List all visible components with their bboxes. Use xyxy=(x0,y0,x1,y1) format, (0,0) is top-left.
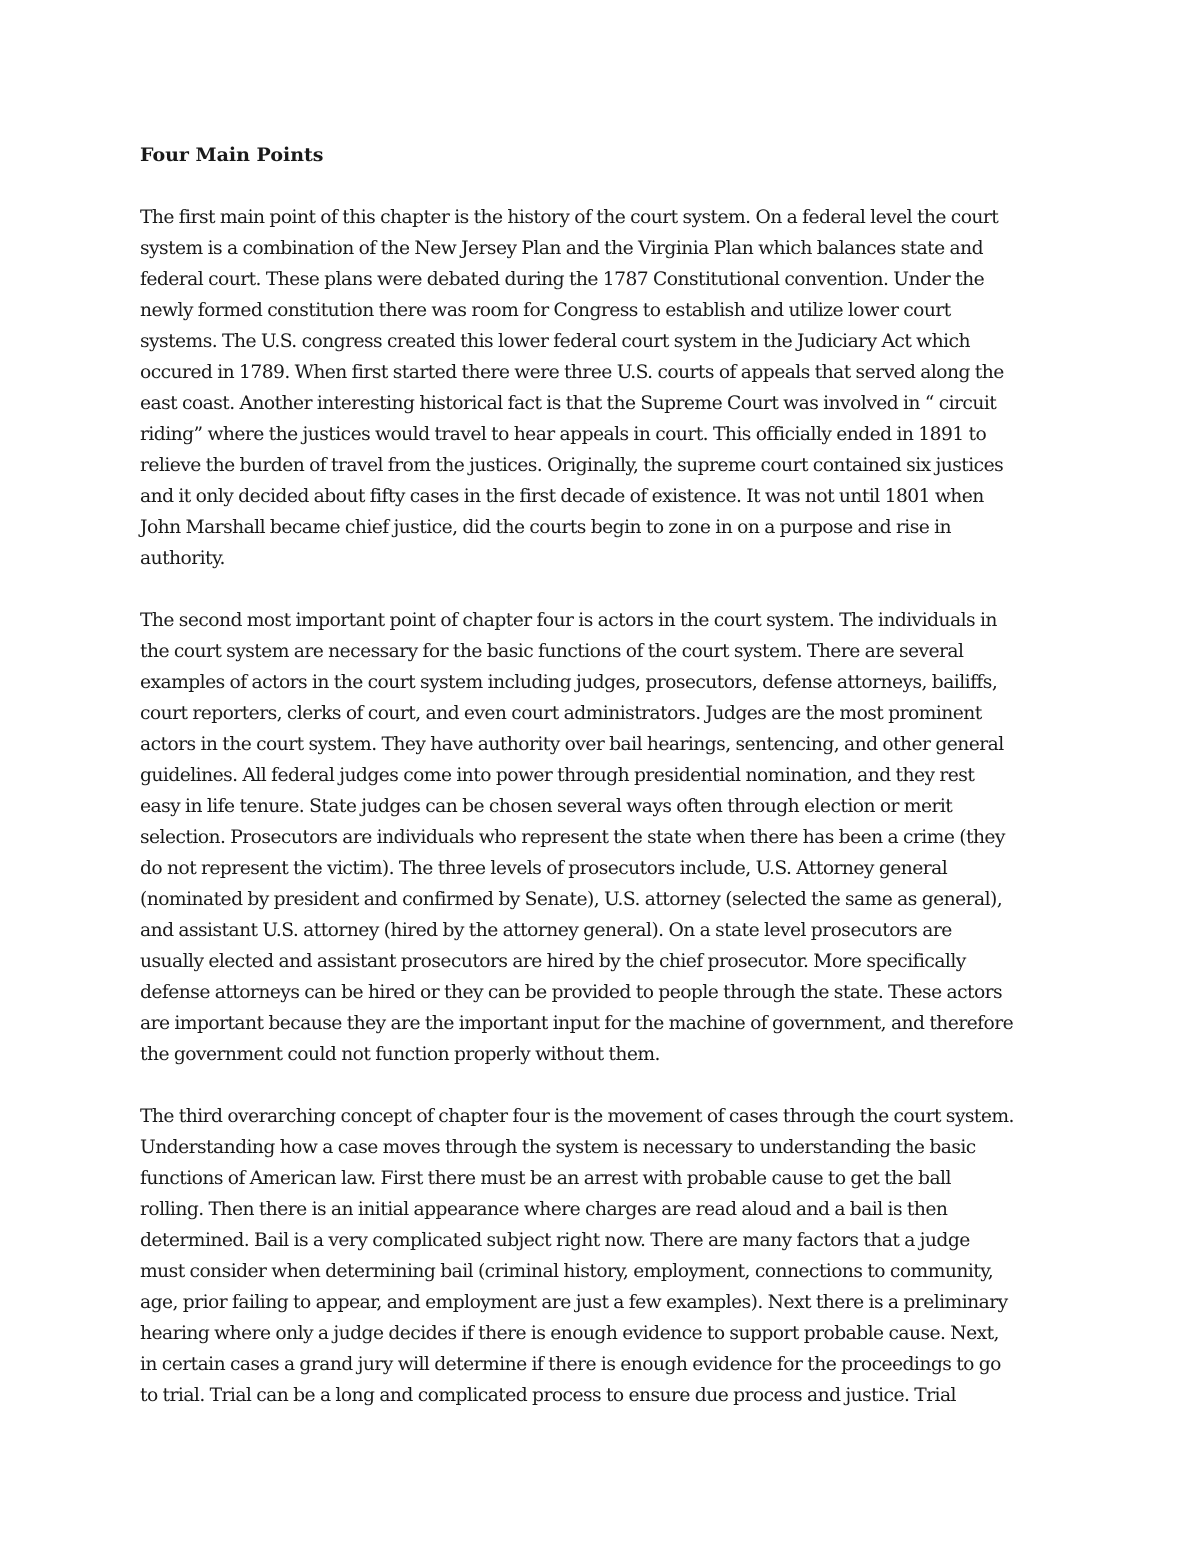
text-line: usually elected and assistant prosecutors are hired by the chief prosecutor. More specifically xyxy=(140,951,966,972)
text-line: the court system are necessary for the basic functions of the court system. There are several xyxy=(140,641,964,662)
text-line: must consider when determining bail (criminal history, employment, connections to community, xyxy=(140,1261,994,1282)
text-line: to trial. Trial can be a long and complicated process to ensure due process and justice. Trial xyxy=(140,1385,956,1406)
text-line: rolling. Then there is an initial appearance where charges are read aloud and a bail is then xyxy=(140,1199,948,1220)
text-line: court reporters, clerks of court, and even court administrators. Judges are the most prominent xyxy=(140,703,982,724)
paragraph-case-movement xyxy=(140,1101,1070,1411)
text-line: guidelines. All federal judges come into power through presidential nomination, and they rest xyxy=(140,765,975,786)
text-line: systems. The U.S. congress created this lower federal court system in the Judiciary Act which xyxy=(140,331,970,352)
text-line: actors in the court system. They have authority over bail hearings, sentencing, and other general xyxy=(140,734,1004,755)
text-line: defense attorneys can be hired or they can be provided to people through the state. These actors xyxy=(140,982,1003,1003)
text-line: riding” where the justices would travel to hear appeals in court. This officially ended in 1891 to xyxy=(140,424,987,445)
text-line: in certain cases a grand jury will determine if there is enough evidence for the proceedings to go xyxy=(140,1354,1001,1375)
text-line: federal court. These plans were debated during the 1787 Constitutional convention. Under the xyxy=(140,269,985,290)
text-line: the government could not function properly without them. xyxy=(140,1044,660,1065)
paragraph-history xyxy=(140,202,1070,574)
text-line: are important because they are the important input for the machine of government, and therefore xyxy=(140,1013,1014,1034)
document-body xyxy=(140,140,1070,1442)
text-line: system is a combination of the New Jersey Plan and the Virginia Plan which balances state and xyxy=(140,238,984,259)
text-line: age, prior failing to appear, and employment are just a few examples). Next there is a preliminary xyxy=(140,1292,1008,1313)
text-line: authority. xyxy=(140,548,225,569)
text-line: newly formed constitution there was room for Congress to establish and utilize lower court xyxy=(140,300,951,321)
text-line: selection. Prosecutors are individuals who represent the state when there has been a crime (they xyxy=(140,827,1005,848)
text-line: The second most important point of chapter four is actors in the court system. The individuals in xyxy=(140,610,997,631)
text-line: Understanding how a case moves through the system is necessary to understanding the basic xyxy=(140,1137,976,1158)
text-line: relieve the burden of travel from the justices. Originally, the supreme court contained six justices xyxy=(140,455,1004,476)
paragraph-actors xyxy=(140,605,1070,1070)
document-heading: Four Main Points xyxy=(140,144,324,166)
text-line: (nominated by president and confirmed by Senate), U.S. attorney (selected the same as general), xyxy=(140,889,1003,910)
text-line: easy in life tenure. State judges can be chosen several ways often through election or merit xyxy=(140,796,953,817)
text-line: and assistant U.S. attorney (hired by the attorney general). On a state level prosecutors are xyxy=(140,920,952,941)
text-line: occured in 1789. When first started there were three U.S. courts of appeals that served along the xyxy=(140,362,1004,383)
text-line: determined. Bail is a very complicated subject right now. There are many factors that a judge xyxy=(140,1230,970,1251)
text-line: do not represent the victim). The three levels of prosecutors include, U.S. Attorney general xyxy=(140,858,948,879)
text-line: hearing where only a judge decides if there is enough evidence to support probable cause. Next, xyxy=(140,1323,999,1344)
text-line: John Marshall became chief justice, did the courts begin to zone in on a purpose and rise in xyxy=(140,517,952,538)
text-line: and it only decided about fifty cases in the first decade of existence. It was not until 1801 when xyxy=(140,486,984,507)
text-line: The third overarching concept of chapter four is the movement of cases through the court system. xyxy=(140,1106,1014,1127)
text-line: functions of American law. First there must be an arrest with probable cause to get the ball xyxy=(140,1168,951,1189)
text-line: east coast. Another interesting historical fact is that the Supreme Court was involved in “ circuit xyxy=(140,393,997,414)
text-line: examples of actors in the court system including judges, prosecutors, defense attorneys, bailiffs, xyxy=(140,672,998,693)
text-line: The first main point of this chapter is the history of the court system. On a federal level the court xyxy=(140,207,999,228)
